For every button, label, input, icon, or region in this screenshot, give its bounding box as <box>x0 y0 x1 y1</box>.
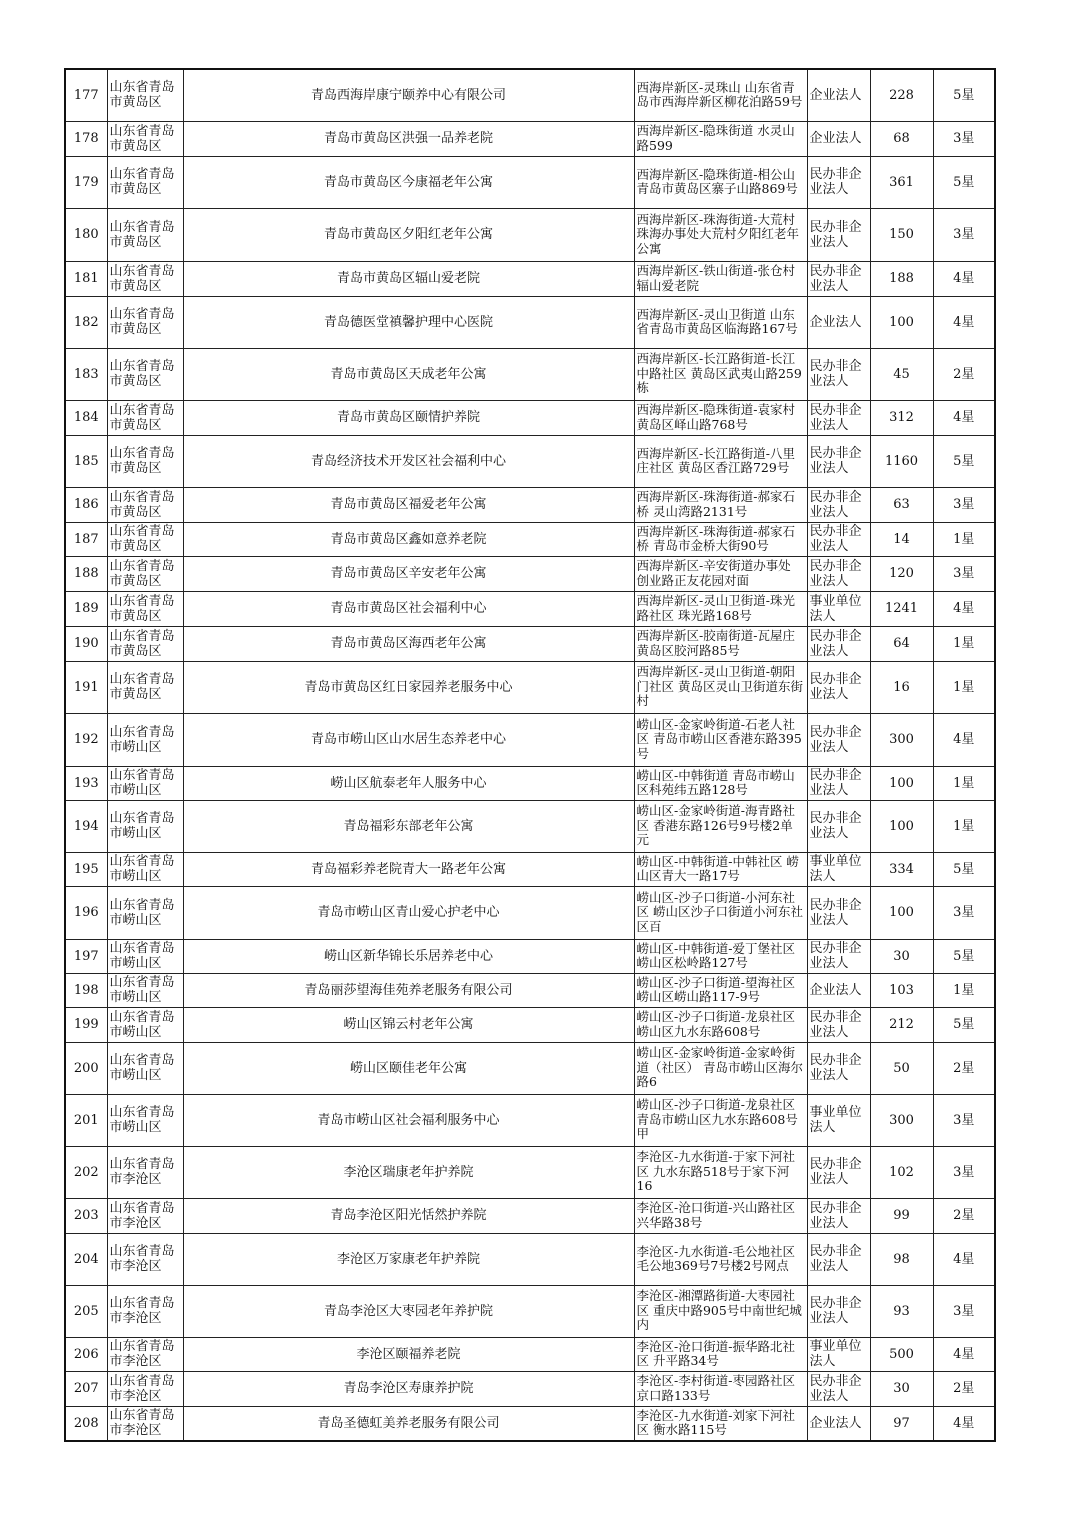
institution-name: 李沧区颐福养老院 <box>183 1337 634 1371</box>
star-rating: 2星 <box>933 1371 995 1406</box>
row-number: 186 <box>65 487 107 522</box>
legal-type: 事业单位法人 <box>807 852 870 886</box>
row-number: 185 <box>65 435 107 487</box>
table-row <box>65 1371 995 1406</box>
bed-count: 50 <box>870 1042 933 1094</box>
row-number: 183 <box>65 348 107 400</box>
row-number: 187 <box>65 522 107 556</box>
row-number: 192 <box>65 713 107 766</box>
address-cell: 李沧区-沧口街道-振华路北社区 升平路34号 <box>634 1337 807 1371</box>
legal-type: 民办非企业法人 <box>807 713 870 766</box>
institution-name: 青岛李沧区大枣园老年养护院 <box>183 1285 634 1337</box>
institution-name: 青岛经济技术开发区社会福利中心 <box>183 435 634 487</box>
bed-count: 1241 <box>870 591 933 626</box>
location-cell: 山东省青岛市崂山区 <box>107 973 183 1007</box>
document-page <box>64 68 994 1442</box>
bed-count: 99 <box>870 1198 933 1233</box>
table-row <box>65 208 995 261</box>
star-rating: 4星 <box>933 1233 995 1285</box>
institution-name: 崂山区新华锦长乐居养老中心 <box>183 939 634 973</box>
table-row <box>65 1198 995 1233</box>
legal-type: 民办非企业法人 <box>807 400 870 435</box>
star-rating: 5星 <box>933 156 995 208</box>
table-row <box>65 156 995 208</box>
star-rating: 2星 <box>933 1042 995 1094</box>
address-cell: 崂山区-中韩街道 青岛市崂山区科苑纬五路128号 <box>634 766 807 800</box>
star-rating: 4星 <box>933 591 995 626</box>
star-rating: 1星 <box>933 973 995 1007</box>
institution-name: 青岛市黄岛区天成老年公寓 <box>183 348 634 400</box>
bed-count: 100 <box>870 296 933 348</box>
institution-name: 青岛市黄岛区鑫如意养老院 <box>183 522 634 556</box>
row-number: 194 <box>65 800 107 852</box>
location-cell: 山东省青岛市李沧区 <box>107 1198 183 1233</box>
institution-name: 青岛市崂山区青山爱心护老中心 <box>183 886 634 939</box>
star-rating: 3星 <box>933 556 995 591</box>
row-number: 204 <box>65 1233 107 1285</box>
legal-type: 事业单位法人 <box>807 1094 870 1146</box>
legal-type: 事业单位法人 <box>807 591 870 626</box>
location-cell: 山东省青岛市李沧区 <box>107 1406 183 1441</box>
institution-name: 青岛市黄岛区红日家园养老服务中心 <box>183 661 634 713</box>
table-row <box>65 556 995 591</box>
location-cell: 山东省青岛市黄岛区 <box>107 435 183 487</box>
table-row <box>65 1146 995 1198</box>
address-cell: 崂山区-金家岭街道-金家岭街道（社区） 青岛市崂山区海尔路6 <box>634 1042 807 1094</box>
legal-type: 民办非企业法人 <box>807 348 870 400</box>
row-number: 199 <box>65 1007 107 1042</box>
table-row <box>65 522 995 556</box>
row-number: 184 <box>65 400 107 435</box>
row-number: 198 <box>65 973 107 1007</box>
row-number: 208 <box>65 1406 107 1441</box>
institution-name: 青岛李沧区阳光恬然护养院 <box>183 1198 634 1233</box>
address-cell: 崂山区-中韩街道-中韩社区 崂山区青大一路17号 <box>634 852 807 886</box>
row-number: 181 <box>65 261 107 296</box>
legal-type: 民办非企业法人 <box>807 156 870 208</box>
row-number: 201 <box>65 1094 107 1146</box>
bed-count: 312 <box>870 400 933 435</box>
address-cell: 西海岸新区-隐珠街道-相公山 青岛市黄岛区寨子山路869号 <box>634 156 807 208</box>
row-number: 180 <box>65 208 107 261</box>
institution-name: 青岛市黄岛区夕阳红老年公寓 <box>183 208 634 261</box>
address-cell: 崂山区-沙子口街道-龙泉社区 崂山区九水东路608号 <box>634 1007 807 1042</box>
legal-type: 企业法人 <box>807 1406 870 1441</box>
star-rating: 4星 <box>933 400 995 435</box>
table-row <box>65 1042 995 1094</box>
bed-count: 212 <box>870 1007 933 1042</box>
legal-type: 民办非企业法人 <box>807 886 870 939</box>
row-number: 179 <box>65 156 107 208</box>
bed-count: 300 <box>870 1094 933 1146</box>
location-cell: 山东省青岛市崂山区 <box>107 1042 183 1094</box>
bed-count: 103 <box>870 973 933 1007</box>
legal-type: 民办非企业法人 <box>807 1198 870 1233</box>
institution-name: 崂山区颐佳老年公寓 <box>183 1042 634 1094</box>
institution-name: 青岛市崂山区山水居生态养老中心 <box>183 713 634 766</box>
address-cell: 崂山区-金家岭街道-石老人社区 青岛市崂山区香港东路395号 <box>634 713 807 766</box>
institution-name: 崂山区航泰老年人服务中心 <box>183 766 634 800</box>
address-cell: 西海岸新区-辛安街道办事处 创业路正友花园对面 <box>634 556 807 591</box>
address-cell: 西海岸新区-灵珠山 山东省青岛市西海岸新区柳花泊路59号 <box>634 69 807 121</box>
legal-type: 民办非企业法人 <box>807 556 870 591</box>
bed-count: 500 <box>870 1337 933 1371</box>
table-row <box>65 1094 995 1146</box>
location-cell: 山东省青岛市黄岛区 <box>107 591 183 626</box>
institution-name: 青岛圣德虹美养老服务有限公司 <box>183 1406 634 1441</box>
bed-count: 16 <box>870 661 933 713</box>
address-cell: 崂山区-沙子口街道-望海社区 崂山区崂山路117-9号 <box>634 973 807 1007</box>
location-cell: 山东省青岛市黄岛区 <box>107 69 183 121</box>
legal-type: 民办非企业法人 <box>807 1007 870 1042</box>
star-rating: 1星 <box>933 800 995 852</box>
legal-type: 民办非企业法人 <box>807 522 870 556</box>
star-rating: 3星 <box>933 487 995 522</box>
location-cell: 山东省青岛市黄岛区 <box>107 121 183 156</box>
address-cell: 西海岸新区-珠海街道-郝家石桥 青岛市金桥大街90号 <box>634 522 807 556</box>
bed-count: 150 <box>870 208 933 261</box>
legal-type: 民办非企业法人 <box>807 1233 870 1285</box>
legal-type: 事业单位法人 <box>807 1337 870 1371</box>
table-row <box>65 1337 995 1371</box>
location-cell: 山东省青岛市崂山区 <box>107 766 183 800</box>
institution-name: 青岛市黄岛区辛安老年公寓 <box>183 556 634 591</box>
location-cell: 山东省青岛市黄岛区 <box>107 626 183 661</box>
table-row <box>65 886 995 939</box>
row-number: 193 <box>65 766 107 800</box>
legal-type: 企业法人 <box>807 296 870 348</box>
row-number: 188 <box>65 556 107 591</box>
star-rating: 3星 <box>933 886 995 939</box>
bed-count: 100 <box>870 766 933 800</box>
row-number: 178 <box>65 121 107 156</box>
bed-count: 63 <box>870 487 933 522</box>
row-number: 191 <box>65 661 107 713</box>
legal-type: 民办非企业法人 <box>807 766 870 800</box>
location-cell: 山东省青岛市李沧区 <box>107 1233 183 1285</box>
location-cell: 山东省青岛市崂山区 <box>107 713 183 766</box>
institution-name: 青岛市黄岛区颐情护养院 <box>183 400 634 435</box>
row-number: 200 <box>65 1042 107 1094</box>
table-row <box>65 1406 995 1441</box>
row-number: 196 <box>65 886 107 939</box>
location-cell: 山东省青岛市黄岛区 <box>107 296 183 348</box>
legal-type: 企业法人 <box>807 121 870 156</box>
legal-type: 企业法人 <box>807 69 870 121</box>
legal-type: 民办非企业法人 <box>807 1042 870 1094</box>
location-cell: 山东省青岛市李沧区 <box>107 1337 183 1371</box>
bed-count: 120 <box>870 556 933 591</box>
institution-name: 崂山区锦云村老年公寓 <box>183 1007 634 1042</box>
star-rating: 4星 <box>933 1406 995 1441</box>
bed-count: 98 <box>870 1233 933 1285</box>
address-cell: 崂山区-金家岭街道-海青路社区 香港东路126号9号楼2单元 <box>634 800 807 852</box>
bed-count: 30 <box>870 1371 933 1406</box>
location-cell: 山东省青岛市黄岛区 <box>107 661 183 713</box>
table-row <box>65 348 995 400</box>
location-cell: 山东省青岛市崂山区 <box>107 800 183 852</box>
bed-count: 361 <box>870 156 933 208</box>
location-cell: 山东省青岛市崂山区 <box>107 852 183 886</box>
star-rating: 4星 <box>933 261 995 296</box>
legal-type: 民办非企业法人 <box>807 1146 870 1198</box>
address-cell: 西海岸新区-隐珠街道 水灵山路599 <box>634 121 807 156</box>
row-number: 182 <box>65 296 107 348</box>
row-number: 202 <box>65 1146 107 1198</box>
row-number: 206 <box>65 1337 107 1371</box>
address-cell: 崂山区-沙子口街道-龙泉社区 青岛市崂山区九水东路608号甲 <box>634 1094 807 1146</box>
star-rating: 3星 <box>933 1094 995 1146</box>
legal-type: 民办非企业法人 <box>807 939 870 973</box>
star-rating: 2星 <box>933 348 995 400</box>
institution-name: 青岛市黄岛区洪强一品养老院 <box>183 121 634 156</box>
address-cell: 李沧区-李村街道-枣园路社区 京口路133号 <box>634 1371 807 1406</box>
row-number: 177 <box>65 69 107 121</box>
star-rating: 3星 <box>933 1285 995 1337</box>
institution-name: 青岛福彩东部老年公寓 <box>183 800 634 852</box>
institution-name: 李沧区瑞康老年护养院 <box>183 1146 634 1198</box>
table-row <box>65 973 995 1007</box>
star-rating: 1星 <box>933 522 995 556</box>
address-cell: 西海岸新区-珠海街道-郝家石桥 灵山湾路2131号 <box>634 487 807 522</box>
bed-count: 188 <box>870 261 933 296</box>
table-row <box>65 626 995 661</box>
location-cell: 山东省青岛市李沧区 <box>107 1285 183 1337</box>
table-row <box>65 400 995 435</box>
address-cell: 西海岸新区-灵山卫街道-珠光路社区 珠光路168号 <box>634 591 807 626</box>
legal-type: 民办非企业法人 <box>807 1285 870 1337</box>
institution-name: 青岛市黄岛区今康福老年公寓 <box>183 156 634 208</box>
address-cell: 李沧区-九水街道-刘家下河社区 衡水路115号 <box>634 1406 807 1441</box>
bed-count: 64 <box>870 626 933 661</box>
table-row <box>65 1007 995 1042</box>
row-number: 205 <box>65 1285 107 1337</box>
star-rating: 1星 <box>933 661 995 713</box>
row-number: 203 <box>65 1198 107 1233</box>
table-row <box>65 435 995 487</box>
row-number: 189 <box>65 591 107 626</box>
star-rating: 5星 <box>933 69 995 121</box>
address-cell: 西海岸新区-胶南街道-瓦屋庄 黄岛区胶河路85号 <box>634 626 807 661</box>
table-row <box>65 1233 995 1285</box>
row-number: 197 <box>65 939 107 973</box>
address-cell: 西海岸新区-铁山街道-张仓村 辐山爱老院 <box>634 261 807 296</box>
location-cell: 山东省青岛市黄岛区 <box>107 487 183 522</box>
star-rating: 5星 <box>933 939 995 973</box>
elderly-care-institution-table <box>64 68 996 1442</box>
location-cell: 山东省青岛市崂山区 <box>107 886 183 939</box>
institution-name: 青岛德医堂禛馨护理中心医院 <box>183 296 634 348</box>
bed-count: 334 <box>870 852 933 886</box>
location-cell: 山东省青岛市黄岛区 <box>107 400 183 435</box>
address-cell: 西海岸新区-珠海街道-大荒村 珠海办事处大荒村夕阳红老年公寓 <box>634 208 807 261</box>
table-row <box>65 261 995 296</box>
address-cell: 李沧区-湘潭路街道-大枣园社区 重庆中路905号中南世纪城内 <box>634 1285 807 1337</box>
table-row <box>65 591 995 626</box>
bed-count: 14 <box>870 522 933 556</box>
location-cell: 山东省青岛市崂山区 <box>107 1094 183 1146</box>
star-rating: 5星 <box>933 435 995 487</box>
address-cell: 西海岸新区-长江路街道-八里庄社区 黄岛区香江路729号 <box>634 435 807 487</box>
location-cell: 山东省青岛市黄岛区 <box>107 261 183 296</box>
address-cell: 李沧区-沧口街道-兴山路社区 兴华路38号 <box>634 1198 807 1233</box>
location-cell: 山东省青岛市黄岛区 <box>107 556 183 591</box>
institution-name: 青岛市黄岛区海西老年公寓 <box>183 626 634 661</box>
table-row <box>65 121 995 156</box>
legal-type: 民办非企业法人 <box>807 1371 870 1406</box>
legal-type: 民办非企业法人 <box>807 487 870 522</box>
location-cell: 山东省青岛市李沧区 <box>107 1146 183 1198</box>
star-rating: 2星 <box>933 1198 995 1233</box>
institution-name: 青岛李沧区寿康养护院 <box>183 1371 634 1406</box>
address-cell: 李沧区-九水街道-毛公地社区 毛公地369号7号楼2号网点 <box>634 1233 807 1285</box>
table-row <box>65 661 995 713</box>
star-rating: 4星 <box>933 1337 995 1371</box>
row-number: 195 <box>65 852 107 886</box>
bed-count: 228 <box>870 69 933 121</box>
table-row <box>65 800 995 852</box>
address-cell: 西海岸新区-长江路街道-长江中路社区 黄岛区武夷山路259栋 <box>634 348 807 400</box>
star-rating: 4星 <box>933 713 995 766</box>
address-cell: 李沧区-九水街道-于家下河社区 九水东路518号于家下河16 <box>634 1146 807 1198</box>
table-body <box>65 69 995 1441</box>
bed-count: 100 <box>870 800 933 852</box>
table-row <box>65 296 995 348</box>
star-rating: 3星 <box>933 1146 995 1198</box>
bed-count: 102 <box>870 1146 933 1198</box>
location-cell: 山东省青岛市黄岛区 <box>107 348 183 400</box>
location-cell: 山东省青岛市黄岛区 <box>107 156 183 208</box>
bed-count: 100 <box>870 886 933 939</box>
bed-count: 97 <box>870 1406 933 1441</box>
table-row <box>65 1285 995 1337</box>
location-cell: 山东省青岛市李沧区 <box>107 1371 183 1406</box>
row-number: 190 <box>65 626 107 661</box>
table-row <box>65 939 995 973</box>
star-rating: 5星 <box>933 852 995 886</box>
table-row <box>65 487 995 522</box>
address-cell: 崂山区-中韩街道-爱丁堡社区 崂山区松岭路127号 <box>634 939 807 973</box>
row-number: 207 <box>65 1371 107 1406</box>
star-rating: 1星 <box>933 626 995 661</box>
institution-name: 李沧区万家康老年护养院 <box>183 1233 634 1285</box>
legal-type: 企业法人 <box>807 973 870 1007</box>
star-rating: 1星 <box>933 766 995 800</box>
legal-type: 民办非企业法人 <box>807 626 870 661</box>
star-rating: 3星 <box>933 208 995 261</box>
institution-name: 青岛市黄岛区社会福利中心 <box>183 591 634 626</box>
table-row <box>65 69 995 121</box>
star-rating: 4星 <box>933 296 995 348</box>
bed-count: 45 <box>870 348 933 400</box>
institution-name: 青岛西海岸康宁颐养中心有限公司 <box>183 69 634 121</box>
table-row <box>65 852 995 886</box>
location-cell: 山东省青岛市崂山区 <box>107 1007 183 1042</box>
institution-name: 青岛福彩养老院青大一路老年公寓 <box>183 852 634 886</box>
bed-count: 93 <box>870 1285 933 1337</box>
address-cell: 西海岸新区-灵山卫街道 山东省青岛市黄岛区临海路167号 <box>634 296 807 348</box>
bed-count: 30 <box>870 939 933 973</box>
star-rating: 5星 <box>933 1007 995 1042</box>
legal-type: 民办非企业法人 <box>807 661 870 713</box>
bed-count: 300 <box>870 713 933 766</box>
table-row <box>65 713 995 766</box>
institution-name: 青岛丽莎望海佳苑养老服务有限公司 <box>183 973 634 1007</box>
legal-type: 民办非企业法人 <box>807 261 870 296</box>
location-cell: 山东省青岛市崂山区 <box>107 939 183 973</box>
bed-count: 68 <box>870 121 933 156</box>
location-cell: 山东省青岛市黄岛区 <box>107 208 183 261</box>
legal-type: 民办非企业法人 <box>807 208 870 261</box>
legal-type: 民办非企业法人 <box>807 800 870 852</box>
address-cell: 西海岸新区-灵山卫街道-朝阳门社区 黄岛区灵山卫街道东街村 <box>634 661 807 713</box>
table-row <box>65 766 995 800</box>
location-cell: 山东省青岛市黄岛区 <box>107 522 183 556</box>
institution-name: 青岛市黄岛区辐山爱老院 <box>183 261 634 296</box>
address-cell: 崂山区-沙子口街道-小河东社区 崂山区沙子口街道小河东社区百 <box>634 886 807 939</box>
address-cell: 西海岸新区-隐珠街道-袁家村 黄岛区峄山路768号 <box>634 400 807 435</box>
bed-count: 1160 <box>870 435 933 487</box>
star-rating: 3星 <box>933 121 995 156</box>
institution-name: 青岛市黄岛区福爱老年公寓 <box>183 487 634 522</box>
legal-type: 民办非企业法人 <box>807 435 870 487</box>
institution-name: 青岛市崂山区社会福利服务中心 <box>183 1094 634 1146</box>
